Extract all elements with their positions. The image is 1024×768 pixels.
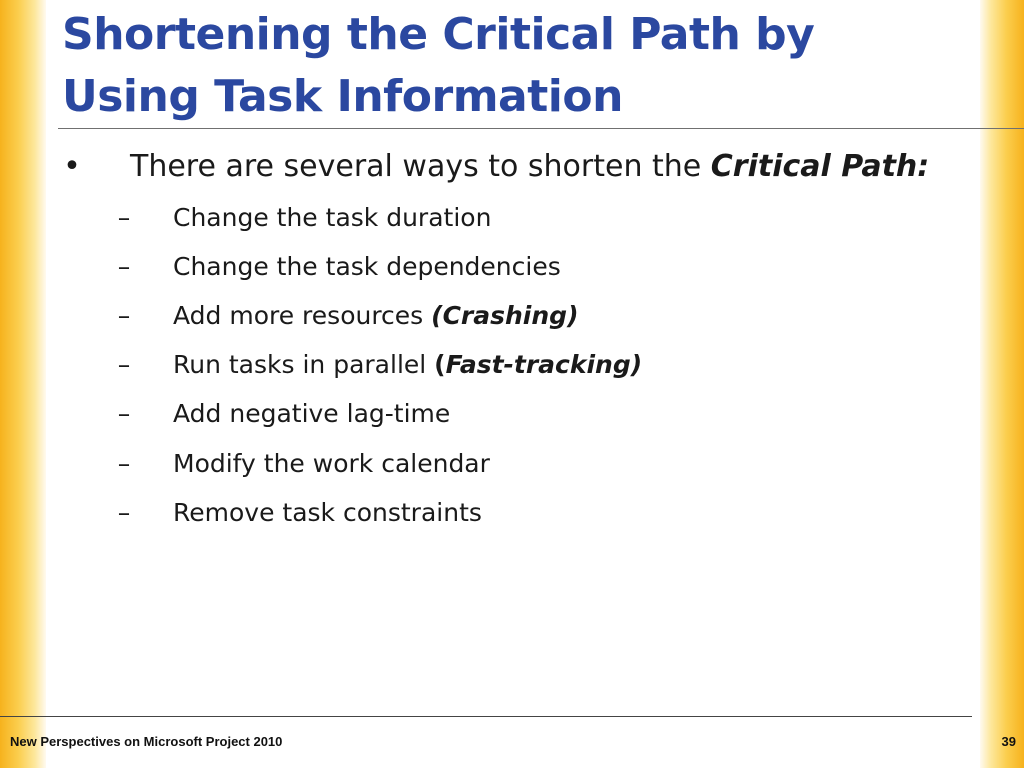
dash-marker: –: [117, 301, 131, 330]
sub-bullet-plain: Change the task duration: [173, 203, 492, 232]
sub-bullet-text: [173, 249, 561, 285]
dash-marker: –: [117, 399, 131, 428]
sub-bullet-text: [173, 347, 642, 383]
dash-marker: –: [117, 498, 131, 527]
main-bullet-text: [130, 146, 929, 188]
sub-bullet-plain: Add more resources: [173, 301, 432, 330]
sub-bullet-plain: Remove task constraints: [173, 498, 482, 527]
bullet-marker: •: [63, 149, 81, 184]
sub-bullet-emphasis: (Crashing): [431, 301, 579, 330]
dash-marker: –: [117, 350, 131, 379]
dash-marker: –: [117, 252, 131, 281]
dash-marker: –: [117, 449, 131, 478]
main-bullet-emphasis: Critical Path:: [710, 149, 930, 184]
page-number: 39: [1001, 734, 1016, 749]
sub-bullet-emphasis: Fast-tracking): [445, 350, 643, 379]
footer-divider: [0, 716, 972, 717]
sub-bullet-text: [173, 298, 579, 334]
sub-bullet-plain: Run tasks in parallel: [173, 350, 435, 379]
sub-bullet-plain: Modify the work calendar: [173, 449, 490, 478]
sub-bullet-plain: Add negative lag-time: [173, 399, 451, 428]
dash-marker: –: [117, 203, 131, 232]
sub-bullet-paren: (: [434, 350, 446, 379]
sub-bullet-text: [173, 396, 450, 432]
sub-bullet-text: [173, 446, 490, 482]
sub-bullet-text: [173, 495, 482, 531]
slide-title: Shortening the Critical Path by Using Task Information: [62, 9, 815, 122]
sub-bullet-plain: Change the task dependencies: [173, 252, 561, 281]
sub-bullet-text: [173, 200, 491, 236]
footer-source: New Perspectives on Microsoft Project 2010: [10, 734, 283, 749]
main-bullet-plain: There are several ways to shorten the: [130, 149, 711, 184]
